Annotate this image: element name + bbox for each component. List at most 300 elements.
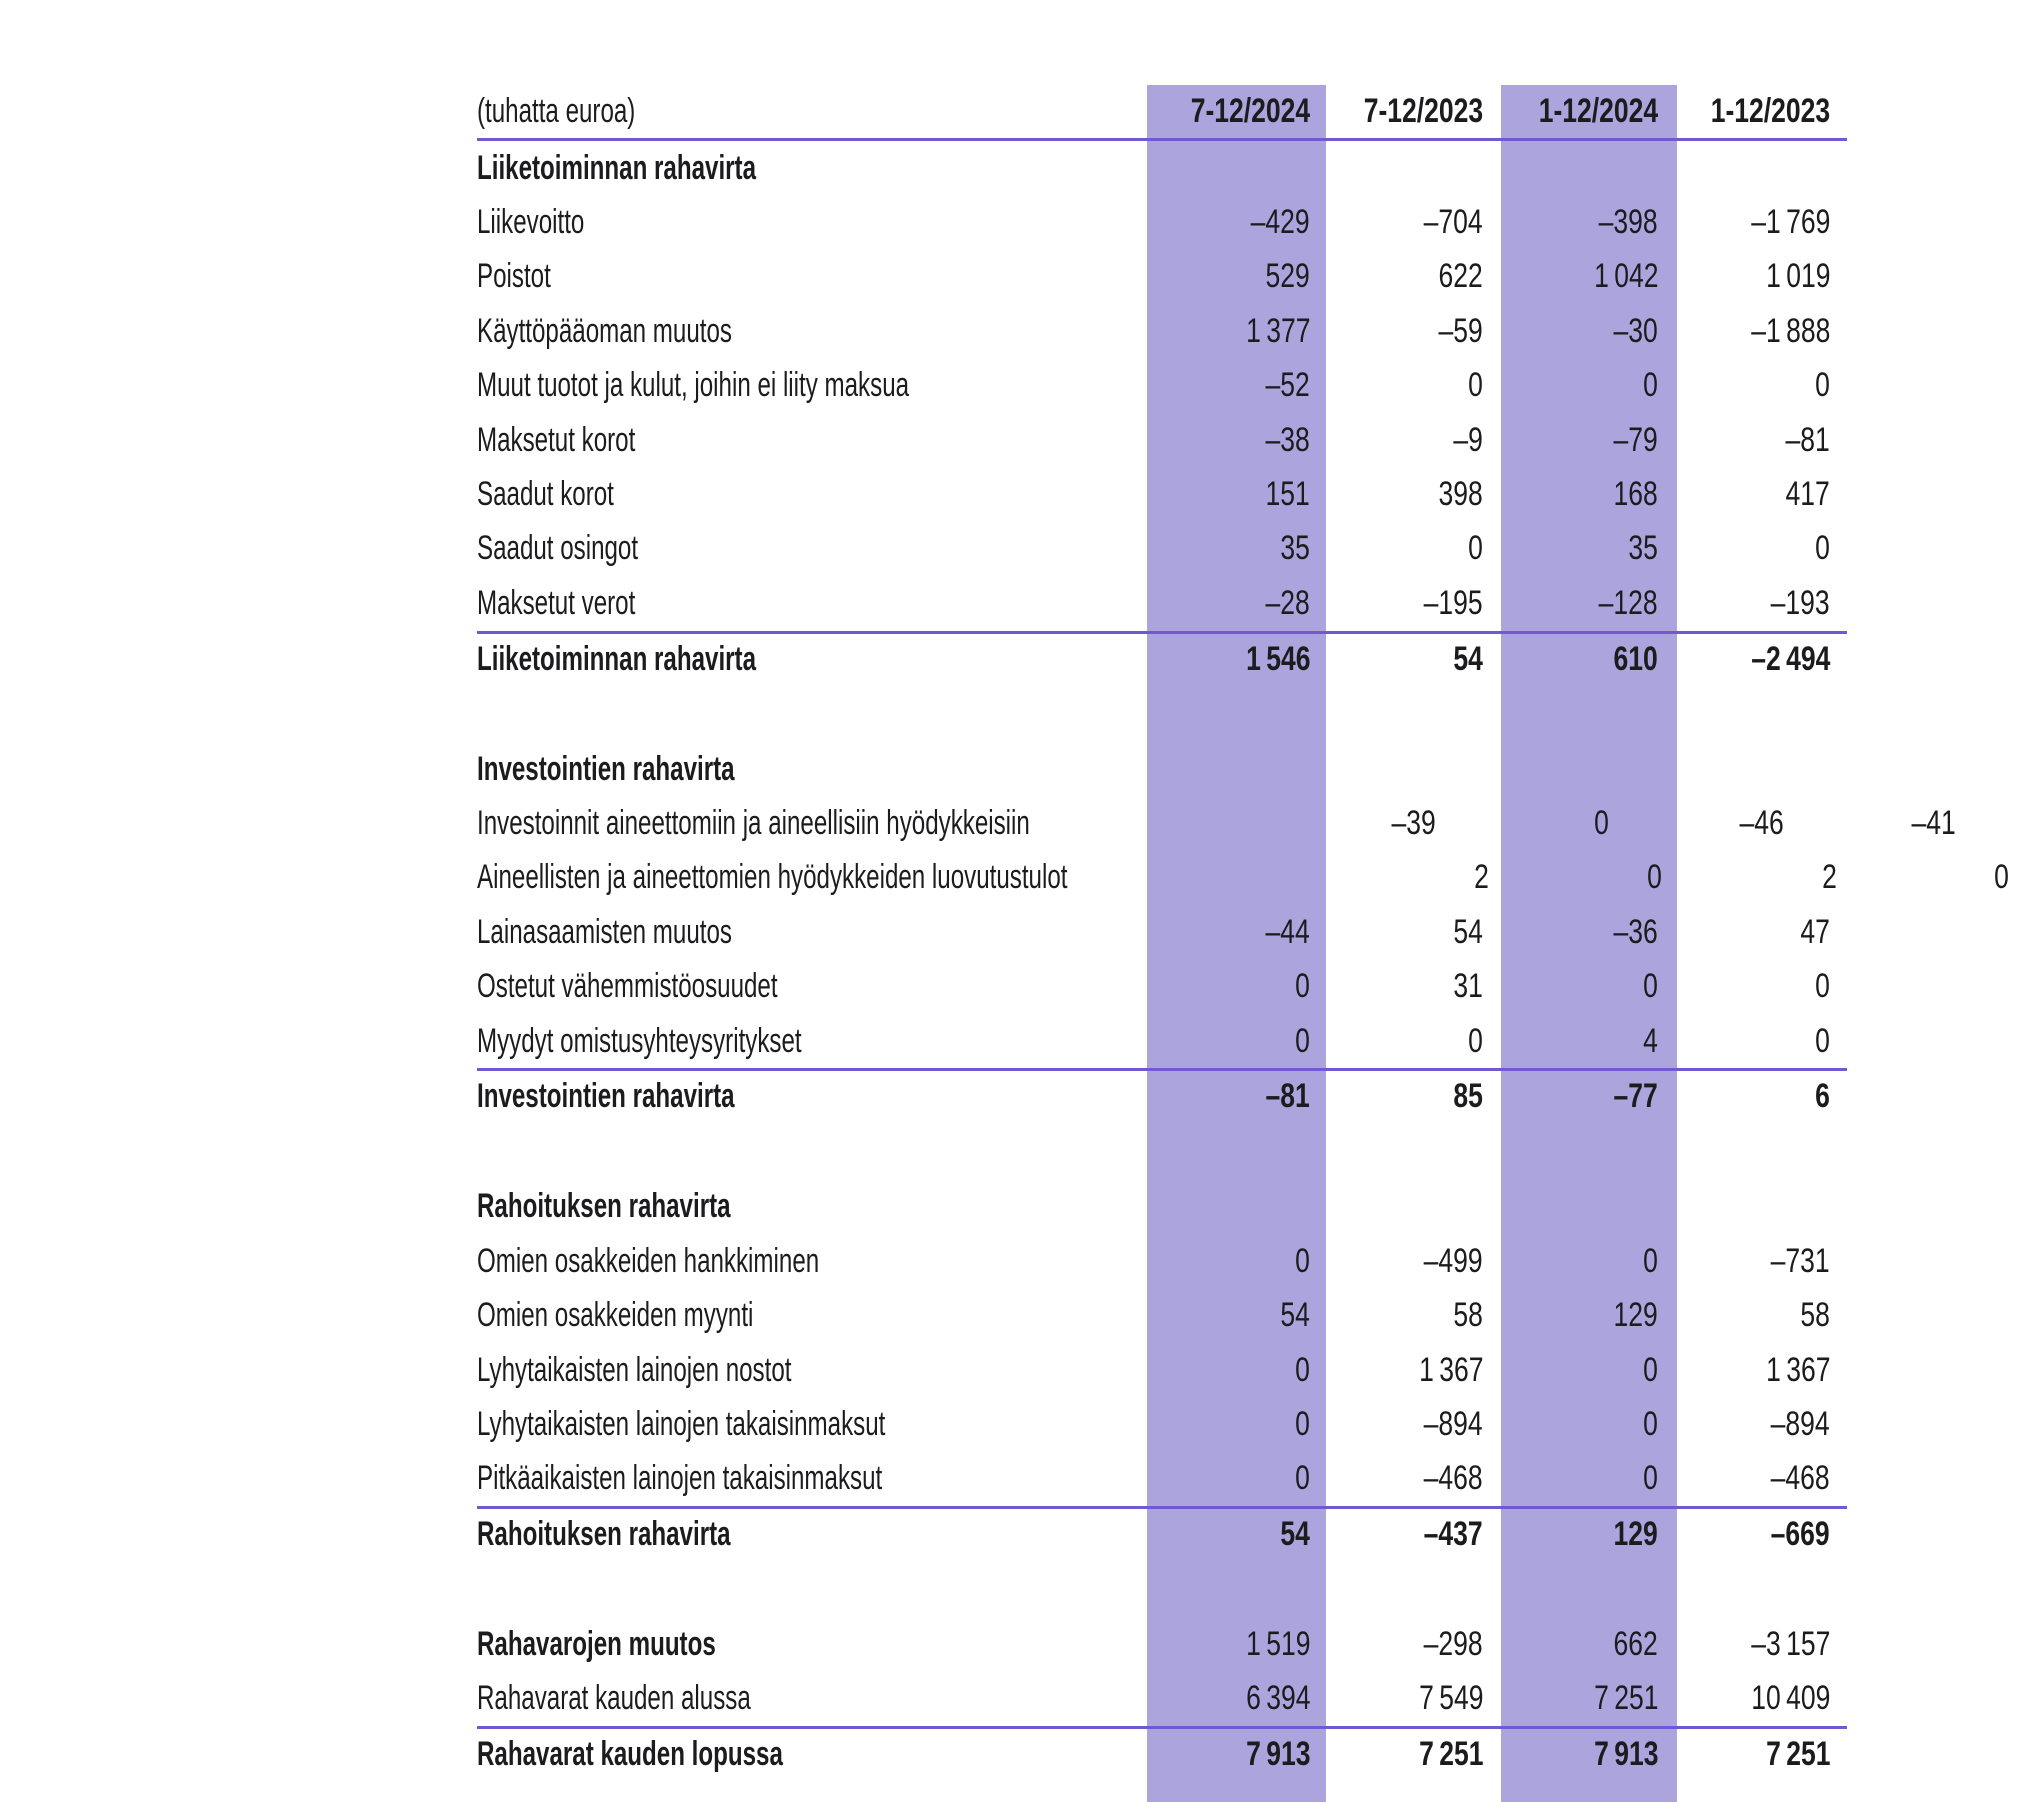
- value-cell: [1677, 203, 1850, 242]
- value-cell: [1677, 475, 1850, 514]
- table-header-row: [477, 85, 1847, 141]
- value-cell: [1326, 750, 1501, 789]
- value-text: 1 367: [1765, 1350, 1830, 1389]
- value-cell: [1677, 257, 1850, 296]
- value-text: 10 409: [1750, 1679, 1830, 1718]
- value-cell: [1130, 203, 1326, 242]
- value-cell: [1677, 584, 1850, 623]
- label-text: Investoinnit aineettomiin ja aineellisiin hyödykkeisiin: [477, 803, 1030, 842]
- value-cell: [1677, 1735, 1850, 1774]
- value-text: 129: [1613, 1296, 1658, 1335]
- label-text: Rahavarojen muutos: [477, 1625, 716, 1664]
- row-label: [477, 1077, 1130, 1116]
- section-total-row: [477, 631, 1847, 685]
- value-cell: [1130, 1515, 1326, 1554]
- label-text: Rahoituksen rahavirta: [477, 1515, 731, 1554]
- value-text: –468: [1424, 1459, 1483, 1498]
- data-row: [477, 1234, 1847, 1288]
- value-cell: [1326, 257, 1501, 296]
- value-text: 0: [1643, 967, 1658, 1006]
- row-label: [477, 475, 1130, 514]
- value-cell: [1677, 312, 1850, 351]
- section-total-row: [477, 1068, 1847, 1122]
- label-text: Omien osakkeiden hankkiminen: [477, 1241, 820, 1280]
- value-text: 0: [1646, 858, 1662, 897]
- grand-total-row: [477, 1726, 1847, 1780]
- row-label: [477, 640, 1130, 679]
- data-row: [477, 413, 1847, 467]
- value-text: –468: [1771, 1459, 1830, 1498]
- value-text: 35: [1280, 529, 1310, 568]
- value-text: 151: [1265, 475, 1310, 514]
- value-text: 1-12/2024: [1538, 92, 1658, 130]
- value-text: –429: [1251, 203, 1310, 242]
- value-cell: [1677, 366, 1850, 405]
- data-row: [477, 576, 1847, 630]
- value-cell: [1677, 529, 1850, 568]
- value-cell: [1326, 1459, 1501, 1498]
- value-cell: [1677, 1022, 1850, 1061]
- label-text: Investointien rahavirta: [477, 749, 735, 788]
- value-cell: [1256, 804, 1452, 843]
- value-cell: [1130, 475, 1326, 514]
- value-cell: [1130, 1625, 1326, 1664]
- value-text: –39: [1391, 803, 1436, 842]
- value-text: 398: [1438, 475, 1483, 514]
- value-cell: [1627, 804, 1803, 843]
- value-cell: [1677, 1296, 1850, 1335]
- row-label: [477, 967, 1130, 1006]
- value-text: 1 367: [1418, 1350, 1483, 1389]
- value-cell: [1501, 529, 1677, 568]
- label-text: (tuhatta euroa): [477, 92, 636, 130]
- label-text: Liikevoitto: [477, 203, 585, 242]
- label-text: Ostetut vähemmistöosuudet: [477, 967, 778, 1006]
- value-text: –1 888: [1750, 311, 1830, 350]
- data-row: [477, 467, 1847, 521]
- label-text: Rahavarat kauden lopussa: [477, 1735, 783, 1774]
- value-text: 7 251: [1418, 1735, 1483, 1774]
- value-text: 610: [1613, 639, 1658, 678]
- value-text: 1 042: [1593, 257, 1658, 296]
- value-cell: [1326, 1077, 1501, 1116]
- value-text: 0: [1468, 529, 1483, 568]
- column-header: [1130, 92, 1326, 131]
- value-text: 417: [1785, 475, 1830, 514]
- value-cell: [1326, 1351, 1501, 1390]
- value-cell: [1677, 1459, 1850, 1498]
- label-text: Myydyt omistusyhteysyritykset: [477, 1021, 802, 1060]
- value-text: 0: [1993, 858, 2009, 897]
- value-cell: [1326, 1187, 1501, 1226]
- value-text: 7-12/2023: [1363, 92, 1483, 130]
- value-cell: [1130, 149, 1326, 188]
- value-text: 54: [1453, 639, 1483, 678]
- value-cell: [1326, 1735, 1501, 1774]
- value-text: 31: [1453, 967, 1483, 1006]
- value-cell: [1130, 1296, 1326, 1335]
- value-text: 4: [1643, 1021, 1658, 1060]
- label-text: Muut tuotot ja kulut, joihin ei liity maksua: [477, 366, 910, 405]
- value-text: 7 549: [1418, 1679, 1483, 1718]
- value-text: 7 251: [1593, 1679, 1658, 1718]
- value-cell: [1501, 1351, 1677, 1390]
- label-text: Saadut korot: [477, 475, 614, 514]
- label-text: Liiketoiminnan rahavirta: [477, 148, 757, 187]
- row-label: [477, 312, 1130, 351]
- row-label: [477, 149, 1130, 188]
- column-header: [1501, 92, 1677, 131]
- value-cell: [1130, 1022, 1326, 1061]
- value-cell: [1326, 421, 1501, 460]
- value-text: –704: [1424, 203, 1483, 242]
- label-text: Omien osakkeiden myynti: [477, 1296, 754, 1335]
- value-text: 7 251: [1765, 1735, 1830, 1774]
- value-text: –298: [1424, 1625, 1483, 1664]
- value-text: 529: [1265, 257, 1310, 296]
- value-cell: [1501, 312, 1677, 351]
- value-text: –2 494: [1750, 639, 1830, 678]
- value-text: 0: [1643, 1404, 1658, 1443]
- value-cell: [1501, 1242, 1677, 1281]
- row-label: [477, 529, 1130, 568]
- value-cell: [1677, 1515, 1850, 1554]
- value-cell: [1130, 1077, 1326, 1116]
- value-cell: [1677, 640, 1850, 679]
- value-text: 0: [1295, 967, 1310, 1006]
- value-text: –894: [1771, 1404, 1830, 1443]
- row-label: [477, 1187, 1130, 1226]
- value-cell: [1130, 1735, 1326, 1774]
- value-text: 0: [1643, 1350, 1658, 1389]
- value-text: 54: [1280, 1515, 1310, 1554]
- value-cell: [1677, 149, 1850, 188]
- value-cell: [1677, 1187, 1850, 1226]
- value-cell: [1130, 1242, 1326, 1281]
- value-cell: [1680, 858, 1856, 897]
- value-text: 35: [1628, 529, 1658, 568]
- value-text: 1 019: [1765, 257, 1830, 296]
- value-cell: [1130, 750, 1326, 789]
- value-cell: [1326, 203, 1501, 242]
- row-label: [477, 366, 1130, 405]
- value-text: 0: [1295, 1459, 1310, 1498]
- data-row: [477, 959, 1847, 1013]
- value-cell: [1326, 149, 1501, 188]
- label-text: Maksetut korot: [477, 420, 636, 459]
- value-text: 54: [1280, 1296, 1310, 1335]
- value-text: 0: [1468, 1021, 1483, 1060]
- value-text: 54: [1453, 912, 1483, 951]
- value-cell: [1856, 858, 2027, 897]
- data-row: [477, 1014, 1847, 1068]
- value-cell: [1130, 1187, 1326, 1226]
- value-cell: [1501, 1625, 1677, 1664]
- value-cell: [1130, 366, 1326, 405]
- value-cell: [1501, 203, 1677, 242]
- value-text: 1 377: [1245, 311, 1310, 350]
- value-cell: [1501, 257, 1677, 296]
- label-text: Lainasaamisten muutos: [477, 912, 732, 951]
- data-row: [477, 304, 1847, 358]
- value-cell: [1501, 1515, 1677, 1554]
- value-text: –9: [1453, 420, 1483, 459]
- value-text: 7-12/2024: [1190, 92, 1310, 130]
- value-cell: [1130, 584, 1326, 623]
- value-cell: [1130, 967, 1326, 1006]
- data-row: [477, 250, 1847, 304]
- value-text: 0: [1295, 1241, 1310, 1280]
- value-text: 622: [1438, 257, 1483, 296]
- value-text: 1 546: [1245, 639, 1310, 678]
- data-row: [477, 359, 1847, 413]
- value-text: –59: [1438, 311, 1483, 350]
- value-text: 7 913: [1593, 1735, 1658, 1774]
- value-cell: [1326, 1022, 1501, 1061]
- value-cell: [1501, 1405, 1677, 1444]
- value-text: 662: [1613, 1625, 1658, 1664]
- value-cell: [1501, 475, 1677, 514]
- label-text: Saadut osingot: [477, 529, 639, 568]
- value-cell: [1501, 1735, 1677, 1774]
- value-text: 58: [1800, 1296, 1830, 1335]
- data-row: [477, 1617, 1847, 1671]
- row-label: [477, 1515, 1130, 1554]
- value-text: 58: [1453, 1296, 1483, 1335]
- value-cell: [1130, 913, 1326, 952]
- value-text: 1 519: [1245, 1625, 1310, 1664]
- value-cell: [1130, 1405, 1326, 1444]
- value-text: –731: [1771, 1241, 1830, 1280]
- data-row: [477, 1672, 1847, 1726]
- value-cell: [1501, 1296, 1677, 1335]
- value-text: –81: [1265, 1077, 1310, 1116]
- value-cell: [1501, 640, 1677, 679]
- value-cell: [1501, 1077, 1677, 1116]
- value-text: –52: [1265, 366, 1310, 405]
- label-text: Käyttöpääoman muutos: [477, 311, 732, 350]
- label-text: Lyhytaikaisten lainojen takaisinmaksut: [477, 1404, 886, 1443]
- value-cell: [1326, 1405, 1501, 1444]
- section-heading-row: [477, 141, 1847, 195]
- row-label: [477, 1351, 1130, 1390]
- value-cell: [1309, 858, 1505, 897]
- value-cell: [1326, 475, 1501, 514]
- value-cell: [1326, 1515, 1501, 1554]
- data-row: [477, 522, 1847, 576]
- row-label: [477, 1679, 1130, 1718]
- spacer-row: [477, 685, 1847, 742]
- value-text: 0: [1815, 529, 1830, 568]
- value-cell: [1501, 584, 1677, 623]
- value-cell: [1501, 366, 1677, 405]
- value-cell: [1501, 149, 1677, 188]
- value-text: 0: [1643, 366, 1658, 405]
- value-cell: [1130, 421, 1326, 460]
- value-text: –36: [1613, 912, 1658, 951]
- value-text: 85: [1453, 1077, 1483, 1116]
- row-label: [477, 1405, 1130, 1444]
- value-text: 6 394: [1245, 1679, 1310, 1718]
- label-text: Rahoituksen rahavirta: [477, 1187, 731, 1226]
- row-label: [477, 257, 1130, 296]
- value-cell: [1326, 1242, 1501, 1281]
- row-label: [477, 421, 1130, 460]
- row-label: [477, 913, 1130, 952]
- data-row: [477, 1397, 1847, 1451]
- value-cell: [1326, 584, 1501, 623]
- value-cell: [1326, 1296, 1501, 1335]
- value-cell: [1326, 1679, 1501, 1718]
- row-label: [477, 1735, 1130, 1774]
- row-label: [477, 1296, 1130, 1335]
- value-cell: [1677, 1242, 1850, 1281]
- value-text: –28: [1265, 583, 1310, 622]
- value-cell: [1452, 804, 1627, 843]
- row-label: [477, 750, 1130, 789]
- value-text: 0: [1295, 1021, 1310, 1060]
- value-cell: [1326, 312, 1501, 351]
- value-text: 129: [1613, 1515, 1658, 1554]
- value-text: 1-12/2023: [1710, 92, 1831, 130]
- row-label: [477, 1242, 1130, 1281]
- value-text: –38: [1265, 420, 1310, 459]
- value-cell: [1326, 366, 1501, 405]
- label-text: Investointien rahavirta: [477, 1077, 735, 1116]
- value-text: –46: [1739, 803, 1784, 842]
- value-cell: [1501, 421, 1677, 460]
- value-cell: [1677, 1625, 1850, 1664]
- column-header: [1326, 92, 1501, 131]
- value-cell: [1677, 1351, 1850, 1390]
- value-cell: [1326, 1625, 1501, 1664]
- value-text: –41: [1911, 803, 1956, 842]
- value-cell: [1326, 529, 1501, 568]
- value-cell: [1501, 750, 1677, 789]
- value-cell: [1677, 750, 1850, 789]
- data-row: [477, 1343, 1847, 1397]
- value-cell: [1326, 640, 1501, 679]
- value-text: –128: [1599, 583, 1658, 622]
- value-cell: [1677, 1679, 1850, 1718]
- unit-label: [477, 92, 1130, 131]
- row-label: [477, 804, 1256, 843]
- value-cell: [1677, 913, 1850, 952]
- column-header: [1677, 92, 1850, 131]
- data-row: [477, 195, 1847, 249]
- value-cell: [1677, 967, 1850, 1006]
- value-cell: [1501, 1022, 1677, 1061]
- value-text: –437: [1424, 1515, 1483, 1554]
- label-text: Liiketoiminnan rahavirta: [477, 639, 757, 678]
- spacer-row: [477, 1123, 1847, 1180]
- data-row: [477, 796, 1956, 850]
- value-text: 0: [1815, 1021, 1830, 1060]
- row-label: [477, 1459, 1130, 1498]
- value-text: –30: [1613, 311, 1658, 350]
- value-cell: [1130, 529, 1326, 568]
- value-cell: [1501, 1187, 1677, 1226]
- value-text: –193: [1771, 583, 1830, 622]
- row-label: [477, 584, 1130, 623]
- value-cell: [1677, 1077, 1850, 1116]
- value-text: 0: [1643, 1241, 1658, 1280]
- value-cell: [1677, 1405, 1850, 1444]
- value-text: –3 157: [1750, 1625, 1830, 1664]
- value-text: –398: [1599, 203, 1658, 242]
- value-text: 6: [1815, 1077, 1830, 1116]
- value-text: 168: [1613, 475, 1658, 514]
- row-label: [477, 858, 1309, 897]
- row-label: [477, 203, 1130, 242]
- data-row: [477, 1452, 1847, 1506]
- section-heading-row: [477, 1180, 1847, 1234]
- value-cell: [1130, 1679, 1326, 1718]
- value-text: 7 913: [1245, 1735, 1310, 1774]
- value-text: 0: [1295, 1404, 1310, 1443]
- value-cell: [1501, 913, 1677, 952]
- value-text: 0: [1468, 366, 1483, 405]
- value-cell: [1326, 913, 1501, 952]
- value-text: 2: [1473, 858, 1489, 897]
- value-text: 2: [1821, 858, 1837, 897]
- value-text: –79: [1613, 420, 1658, 459]
- section-heading-row: [477, 742, 1847, 796]
- value-text: –44: [1265, 912, 1310, 951]
- row-label: [477, 1625, 1130, 1664]
- spacer-row: [477, 1560, 1847, 1617]
- label-text: Lyhytaikaisten lainojen nostot: [477, 1350, 792, 1389]
- value-text: 0: [1593, 803, 1609, 842]
- value-text: –81: [1785, 420, 1830, 459]
- data-row: [477, 1288, 1847, 1342]
- section-total-row: [477, 1506, 1847, 1560]
- value-text: –1 769: [1750, 203, 1830, 242]
- label-text: Maksetut verot: [477, 583, 636, 622]
- value-cell: [1501, 1679, 1677, 1718]
- value-text: –894: [1424, 1404, 1483, 1443]
- label-text: Rahavarat kauden alussa: [477, 1679, 751, 1718]
- data-row: [477, 905, 1847, 959]
- data-row: [477, 851, 2009, 905]
- value-cell: [1501, 1459, 1677, 1498]
- label-text: Pitkäaikaisten lainojen takaisinmaksut: [477, 1459, 883, 1498]
- value-text: 0: [1815, 366, 1830, 405]
- value-text: 0: [1815, 967, 1830, 1006]
- value-cell: [1130, 312, 1326, 351]
- value-cell: [1130, 1351, 1326, 1390]
- value-cell: [1326, 967, 1501, 1006]
- value-text: 0: [1295, 1350, 1310, 1389]
- row-label: [477, 1022, 1130, 1061]
- value-cell: [1130, 1459, 1326, 1498]
- value-text: –195: [1424, 583, 1483, 622]
- value-cell: [1130, 640, 1326, 679]
- value-text: –669: [1771, 1515, 1830, 1554]
- value-text: –77: [1613, 1077, 1658, 1116]
- label-text: Aineellisten ja aineettomien hyödykkeiden luovutustulot: [477, 858, 1068, 897]
- value-cell: [1803, 804, 1976, 843]
- value-text: 0: [1643, 1459, 1658, 1498]
- value-text: 47: [1800, 912, 1830, 951]
- label-text: Poistot: [477, 257, 551, 296]
- value-cell: [1130, 257, 1326, 296]
- value-cell: [1677, 421, 1850, 460]
- value-cell: [1501, 967, 1677, 1006]
- value-cell: [1505, 858, 1680, 897]
- cash-flow-table: [477, 85, 2009, 1781]
- value-text: –499: [1424, 1241, 1483, 1280]
